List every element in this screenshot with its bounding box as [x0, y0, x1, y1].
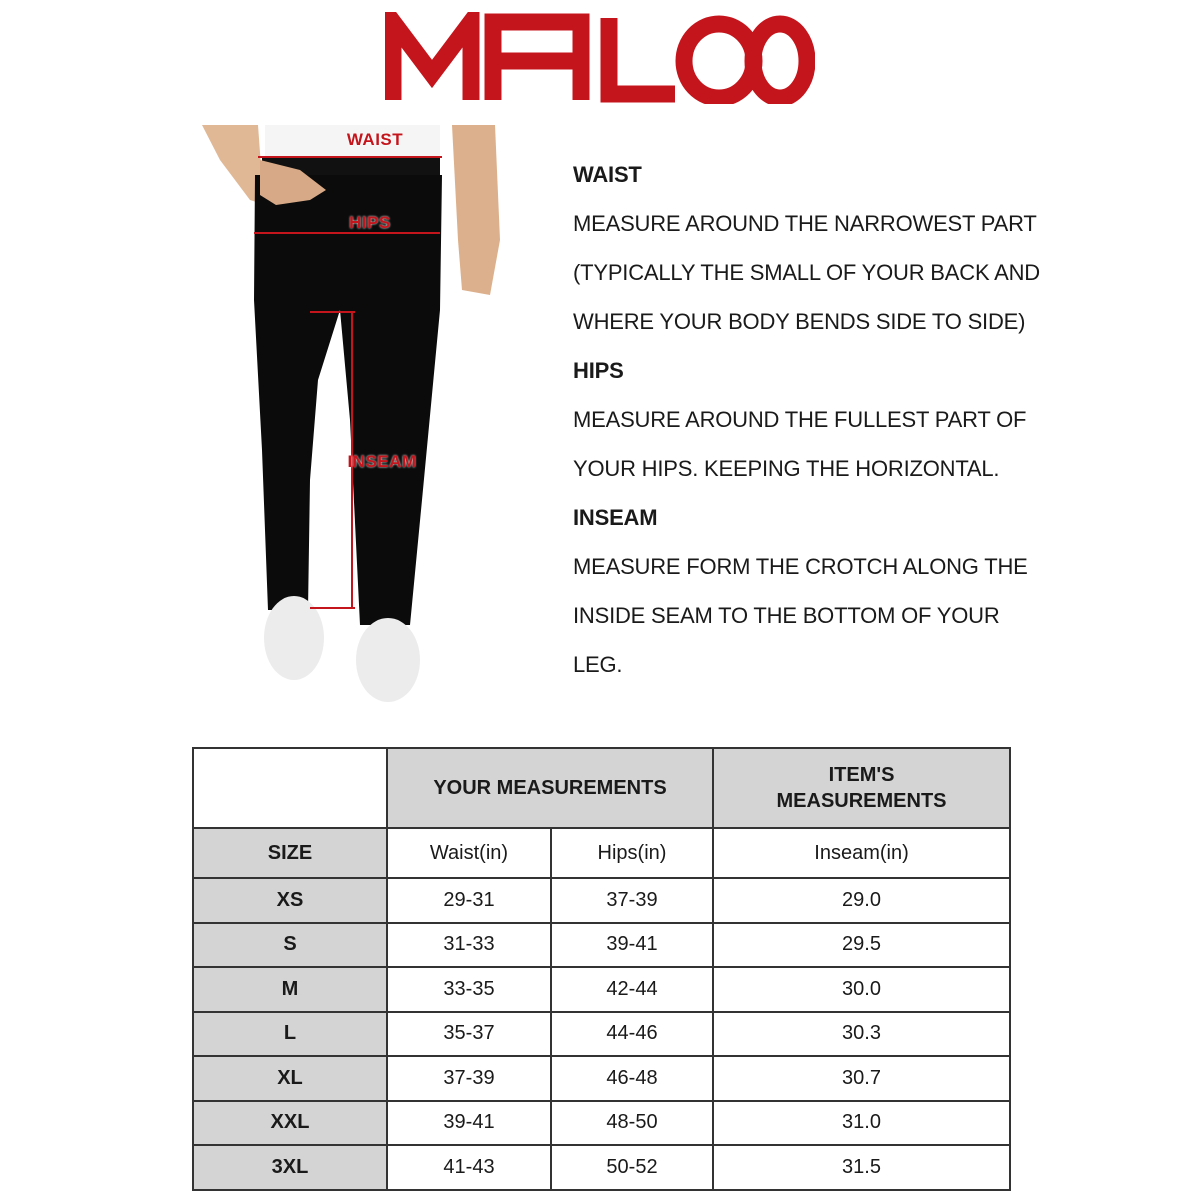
- model-illustration: [190, 120, 520, 720]
- pants-figure: [190, 120, 520, 720]
- inseam-heading: INSEAM: [573, 505, 658, 530]
- size-cell: 3XL: [193, 1145, 387, 1190]
- size-chart-table: [192, 747, 1011, 1191]
- table-row: [193, 1056, 1010, 1101]
- hips-cell: 50-52: [551, 1145, 713, 1190]
- table-row: [193, 1012, 1010, 1057]
- inseam-cell: 30.0: [713, 967, 1010, 1012]
- table-column-header-row: [193, 828, 1010, 878]
- hips-cell: 37-39: [551, 878, 713, 923]
- figure-label-hips: HIPS: [349, 213, 391, 232]
- inseam-cell: 30.3: [713, 1012, 1010, 1057]
- size-cell: XS: [193, 878, 387, 923]
- table-group-header-row: [193, 748, 1010, 828]
- waist-cell: 35-37: [387, 1012, 551, 1057]
- hips-cell: 46-48: [551, 1056, 713, 1101]
- waist-cell: 29-31: [387, 878, 551, 923]
- inseam-instruction-line: INSIDE SEAM TO THE BOTTOM OF YOUR: [573, 603, 1000, 628]
- hips-column-header: Hips(in): [551, 828, 713, 878]
- size-cell: L: [193, 1012, 387, 1057]
- size-cell: S: [193, 923, 387, 968]
- items-measurements-header: [713, 748, 1010, 828]
- hips-instruction-line: MEASURE AROUND THE FULLEST PART OF: [573, 407, 1027, 432]
- waist-column-header: Waist(in): [387, 828, 551, 878]
- inseam-cell: 31.5: [713, 1145, 1010, 1190]
- inseam-cell: 30.7: [713, 1056, 1010, 1101]
- table-row: [193, 923, 1010, 968]
- waist-heading: WAIST: [573, 162, 642, 187]
- waist-cell: 41-43: [387, 1145, 551, 1190]
- hips-cell: 42-44: [551, 967, 713, 1012]
- inseam-instruction-line: LEG.: [573, 652, 623, 677]
- waist-instruction-line: WHERE YOUR BODY BENDS SIDE TO SIDE): [573, 309, 1026, 334]
- hips-cell: 48-50: [551, 1101, 713, 1146]
- figure-label-inseam: INSEAM: [347, 452, 417, 471]
- hips-cell: 39-41: [551, 923, 713, 968]
- inseam-column-header: Inseam(in): [713, 828, 1010, 878]
- table-row: [193, 878, 1010, 923]
- your-measurements-header: YOUR MEASUREMENTS: [387, 748, 713, 828]
- hips-cell: 44-46: [551, 1012, 713, 1057]
- figure-label-waist: WAIST: [346, 130, 404, 149]
- waist-instruction-line: MEASURE AROUND THE NARROWEST PART: [573, 211, 1037, 236]
- table-row: [193, 1101, 1010, 1146]
- inseam-cell: 31.0: [713, 1101, 1010, 1146]
- table-row: [193, 967, 1010, 1012]
- size-column-header: SIZE: [193, 828, 387, 878]
- waist-cell: 39-41: [387, 1101, 551, 1146]
- waist-cell: 37-39: [387, 1056, 551, 1101]
- inseam-cell: 29.0: [713, 878, 1010, 923]
- hips-heading: HIPS: [573, 358, 624, 383]
- hips-instruction-line: YOUR HIPS. KEEPING THE HORIZONTAL.: [573, 456, 1000, 481]
- waist-instruction-line: (TYPICALLY THE SMALL OF YOUR BACK AND: [573, 260, 1040, 285]
- waist-cell: 33-35: [387, 967, 551, 1012]
- inseam-instruction-line: MEASURE FORM THE CROTCH ALONG THE: [573, 554, 1028, 579]
- size-cell: M: [193, 967, 387, 1012]
- table-corner-cell: [193, 748, 387, 828]
- items-measurements-label: ITEM'S MEASUREMENTS: [776, 764, 947, 812]
- inseam-cell: 29.5: [713, 923, 1010, 968]
- size-cell: XL: [193, 1056, 387, 1101]
- brand-logo: [385, 12, 815, 104]
- measurement-instructions: [573, 150, 1173, 689]
- table-row: [193, 1145, 1010, 1190]
- waist-cell: 31-33: [387, 923, 551, 968]
- size-cell: XXL: [193, 1101, 387, 1146]
